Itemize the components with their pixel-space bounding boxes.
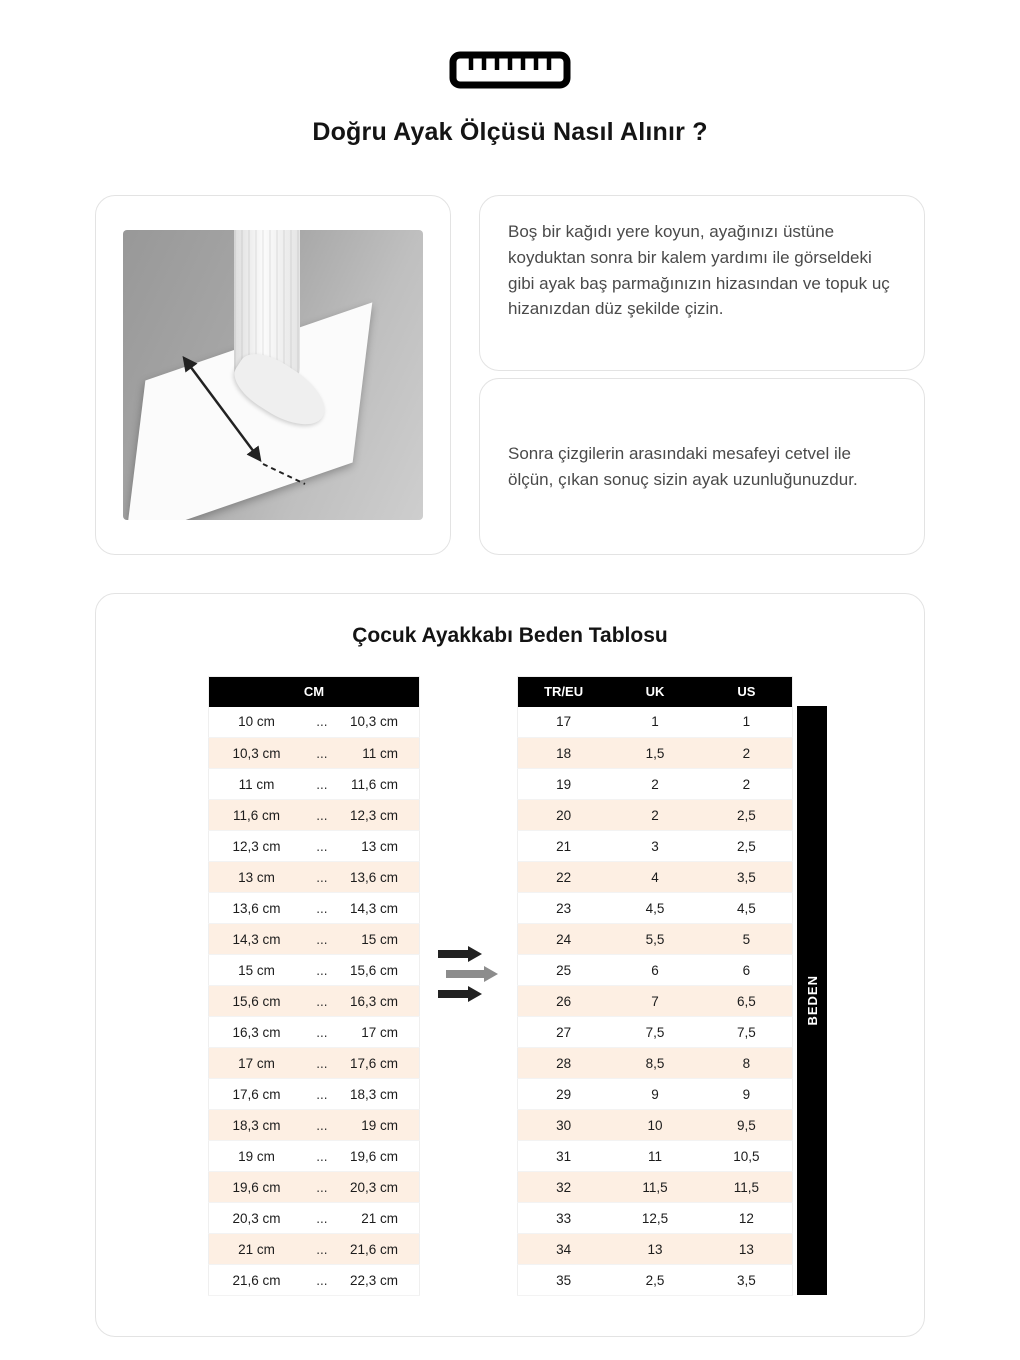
cm-table-row (209, 707, 420, 738)
cm-from-cell: 15,6 cm (209, 986, 304, 1017)
uk-header: UK (609, 677, 701, 707)
instruction-step-1: Boş bir kağıdı yere koyun, ayağınızı üstüne koyduktan sonra bir kalem yardımı ile görseldeki gibi ayak baş parmağınızın hizasından ve topuk uç hizanızdan düz şekilde çizin. (508, 222, 890, 319)
uk-cell: 12,5 (609, 1203, 701, 1234)
sizes-table-row (518, 707, 793, 738)
cm-separator-cell: ... (304, 893, 340, 924)
cm-from-cell: 19,6 cm (209, 1172, 304, 1203)
cm-table-row (209, 769, 420, 800)
cm-to-cell: 22,3 cm (340, 1265, 420, 1296)
cm-from-cell: 12,3 cm (209, 831, 304, 862)
uk-cell: 2 (609, 800, 701, 831)
cm-to-cell: 11 cm (340, 738, 420, 769)
uk-cell: 2,5 (609, 1265, 701, 1296)
sizes-table-row (518, 893, 793, 924)
cm-separator-cell: ... (304, 986, 340, 1017)
uk-cell: 13 (609, 1234, 701, 1265)
sizes-table-row (518, 862, 793, 893)
eu-cell: 33 (518, 1203, 610, 1234)
instruction-card-2 (479, 378, 925, 555)
cm-from-cell: 10,3 cm (209, 738, 304, 769)
eu-cell: 32 (518, 1172, 610, 1203)
eu-cell: 26 (518, 986, 610, 1017)
cm-from-cell: 14,3 cm (209, 924, 304, 955)
sizes-table-row (518, 986, 793, 1017)
cm-separator-cell: ... (304, 831, 340, 862)
cm-from-cell: 21,6 cm (209, 1265, 304, 1296)
us-cell: 5 (701, 924, 793, 955)
cm-separator-cell: ... (304, 707, 340, 738)
cm-table-row (209, 1265, 420, 1296)
us-cell: 6 (701, 955, 793, 986)
uk-cell: 11 (609, 1141, 701, 1172)
cm-table-header-row (209, 677, 420, 707)
uk-cell: 1 (609, 707, 701, 738)
us-cell: 13 (701, 1234, 793, 1265)
sizes-table-row (518, 1265, 793, 1296)
uk-cell: 1,5 (609, 738, 701, 769)
instruction-text-column (479, 195, 925, 555)
cm-to-cell: 13,6 cm (340, 862, 420, 893)
eu-header: TR/EU (518, 677, 610, 707)
cm-separator-cell: ... (304, 1172, 340, 1203)
us-cell: 2 (701, 769, 793, 800)
uk-cell: 6 (609, 955, 701, 986)
cm-table-row (209, 1203, 420, 1234)
us-cell: 9,5 (701, 1110, 793, 1141)
cm-to-cell: 12,3 cm (340, 800, 420, 831)
cm-table-row (209, 1017, 420, 1048)
beden-side-bar (797, 706, 827, 1295)
cm-table-row (209, 862, 420, 893)
uk-cell: 10 (609, 1110, 701, 1141)
uk-cell: 3 (609, 831, 701, 862)
cm-separator-cell: ... (304, 1048, 340, 1079)
cm-table-row (209, 893, 420, 924)
cm-separator-cell: ... (304, 1141, 340, 1172)
cm-table-row (209, 955, 420, 986)
page-title: Doğru Ayak Ölçüsü Nasıl Alınır ? (312, 118, 708, 146)
cm-table-row (209, 800, 420, 831)
eu-cell: 35 (518, 1265, 610, 1296)
cm-from-cell: 13 cm (209, 862, 304, 893)
size-table-card (95, 593, 925, 1337)
uk-cell: 8,5 (609, 1048, 701, 1079)
cm-separator-cell: ... (304, 955, 340, 986)
sizes-table-row (518, 1048, 793, 1079)
size-tables-row (96, 676, 924, 1296)
cm-to-cell: 21,6 cm (340, 1234, 420, 1265)
eu-cell: 17 (518, 707, 610, 738)
size-table-title: Çocuk Ayakkabı Beden Tablosu (352, 624, 668, 647)
sizes-table-row (518, 1172, 793, 1203)
uk-cell: 9 (609, 1079, 701, 1110)
cm-from-cell: 17 cm (209, 1048, 304, 1079)
cm-separator-cell: ... (304, 862, 340, 893)
beden-label: BEDEN (804, 975, 820, 1026)
cm-to-cell: 19,6 cm (340, 1141, 420, 1172)
sizes-table-row (518, 1079, 793, 1110)
cm-from-cell: 19 cm (209, 1141, 304, 1172)
cm-table-row (209, 831, 420, 862)
sizes-table-row (518, 1110, 793, 1141)
cm-separator-cell: ... (304, 1203, 340, 1234)
uk-cell: 2 (609, 769, 701, 800)
cm-table-row (209, 1172, 420, 1203)
cm-header: CM (209, 677, 420, 707)
eu-cell: 34 (518, 1234, 610, 1265)
cm-table-row (209, 1079, 420, 1110)
sizes-table (517, 676, 793, 1296)
cm-to-cell: 17,6 cm (340, 1048, 420, 1079)
instruction-section (0, 195, 1020, 555)
cm-separator-cell: ... (304, 769, 340, 800)
cm-table-row (209, 924, 420, 955)
us-cell: 1 (701, 707, 793, 738)
eu-cell: 22 (518, 862, 610, 893)
sizes-table-row (518, 1017, 793, 1048)
eu-cell: 20 (518, 800, 610, 831)
cm-to-cell: 15 cm (340, 924, 420, 955)
cm-table-row (209, 986, 420, 1017)
sizes-table-row (518, 1203, 793, 1234)
foot-measurement-photo (123, 230, 423, 520)
cm-separator-cell: ... (304, 924, 340, 955)
sizes-table-row (518, 769, 793, 800)
cm-to-cell: 15,6 cm (340, 955, 420, 986)
cm-from-cell: 18,3 cm (209, 1110, 304, 1141)
foot-measurement-image-card (95, 195, 451, 555)
us-header: US (701, 677, 793, 707)
cm-to-cell: 20,3 cm (340, 1172, 420, 1203)
cm-table-row (209, 1141, 420, 1172)
eu-cell: 18 (518, 738, 610, 769)
sizes-table-row (518, 831, 793, 862)
us-cell: 3,5 (701, 1265, 793, 1296)
measure-arrow-icon (123, 230, 423, 520)
uk-cell: 11,5 (609, 1172, 701, 1203)
sizes-table-row (518, 924, 793, 955)
eu-cell: 28 (518, 1048, 610, 1079)
us-cell: 7,5 (701, 1017, 793, 1048)
eu-cell: 30 (518, 1110, 610, 1141)
cm-table-row (209, 1048, 420, 1079)
cm-to-cell: 10,3 cm (340, 707, 420, 738)
us-cell: 12 (701, 1203, 793, 1234)
eu-cell: 31 (518, 1141, 610, 1172)
cm-to-cell: 11,6 cm (340, 769, 420, 800)
cm-from-cell: 13,6 cm (209, 893, 304, 924)
cm-separator-cell: ... (304, 1110, 340, 1141)
cm-from-cell: 17,6 cm (209, 1079, 304, 1110)
us-cell: 6,5 (701, 986, 793, 1017)
cm-to-cell: 16,3 cm (340, 986, 420, 1017)
eu-cell: 27 (518, 1017, 610, 1048)
cm-separator-cell: ... (304, 1079, 340, 1110)
sizes-table-row (518, 738, 793, 769)
uk-cell: 7 (609, 986, 701, 1017)
eu-cell: 29 (518, 1079, 610, 1110)
cm-separator-cell: ... (304, 1234, 340, 1265)
us-cell: 2 (701, 738, 793, 769)
us-cell: 8 (701, 1048, 793, 1079)
cm-from-cell: 11 cm (209, 769, 304, 800)
cm-from-cell: 21 cm (209, 1234, 304, 1265)
cm-from-cell: 16,3 cm (209, 1017, 304, 1048)
cm-from-cell: 11,6 cm (209, 800, 304, 831)
cm-from-cell: 15 cm (209, 955, 304, 986)
uk-cell: 5,5 (609, 924, 701, 955)
us-cell: 2,5 (701, 831, 793, 862)
instruction-step-2: Sonra çizgilerin arasındaki mesafeyi cetvel ile ölçün, çıkan sonuç sizin ayak uzunluğunuzdur. (508, 443, 858, 489)
triple-right-arrows-icon (438, 944, 502, 1009)
cm-to-cell: 19 cm (340, 1110, 420, 1141)
cm-from-cell: 10 cm (209, 707, 304, 738)
us-cell: 11,5 (701, 1172, 793, 1203)
uk-cell: 4 (609, 862, 701, 893)
cm-table-row (209, 1234, 420, 1265)
cm-table (208, 676, 420, 1296)
us-cell: 4,5 (701, 893, 793, 924)
sizes-table-body (518, 707, 793, 1296)
sizes-table-row (518, 800, 793, 831)
cm-from-cell: 20,3 cm (209, 1203, 304, 1234)
cm-to-cell: 14,3 cm (340, 893, 420, 924)
ruler-icon (0, 50, 1020, 90)
us-cell: 2,5 (701, 800, 793, 831)
uk-cell: 4,5 (609, 893, 701, 924)
cm-table-row (209, 1110, 420, 1141)
eu-cell: 24 (518, 924, 610, 955)
instruction-card-1 (479, 195, 925, 371)
uk-cell: 7,5 (609, 1017, 701, 1048)
cm-separator-cell: ... (304, 738, 340, 769)
sizes-table-row (518, 1234, 793, 1265)
sizes-table-header-row (518, 677, 793, 707)
eu-cell: 19 (518, 769, 610, 800)
cm-to-cell: 13 cm (340, 831, 420, 862)
us-cell: 3,5 (701, 862, 793, 893)
cm-table-row (209, 738, 420, 769)
cm-separator-cell: ... (304, 1017, 340, 1048)
eu-cell: 21 (518, 831, 610, 862)
us-cell: 9 (701, 1079, 793, 1110)
eu-cell: 25 (518, 955, 610, 986)
eu-cell: 23 (518, 893, 610, 924)
us-cell: 10,5 (701, 1141, 793, 1172)
cm-to-cell: 18,3 cm (340, 1079, 420, 1110)
cm-to-cell: 17 cm (340, 1017, 420, 1048)
cm-table-body (209, 707, 420, 1296)
cm-to-cell: 21 cm (340, 1203, 420, 1234)
cm-separator-cell: ... (304, 800, 340, 831)
sizes-table-row (518, 955, 793, 986)
cm-separator-cell: ... (304, 1265, 340, 1296)
sizes-table-row (518, 1141, 793, 1172)
